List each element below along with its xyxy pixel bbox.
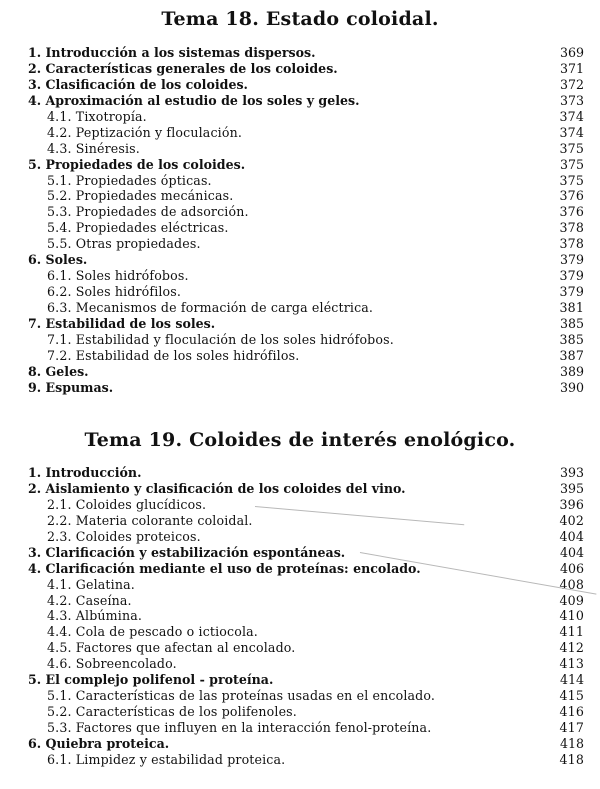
toc-entry-label: 7.2. Estabilidad de los soles hidrófilos. — [47, 347, 300, 363]
toc-subentry — [28, 125, 584, 141]
toc-subentry — [28, 640, 584, 656]
toc-entry-label: 4.1. Gelatina. — [47, 576, 135, 592]
toc-entry-label: 4. Clarificación mediante el uso de proteínas: encolado. — [28, 560, 421, 576]
toc-page-number: 378 — [559, 220, 584, 236]
toc-page-number: 409 — [559, 592, 584, 608]
toc-entry-label: 4.3. Albúmina. — [47, 608, 143, 624]
toc-page-number: 414 — [559, 672, 584, 688]
toc-subentry — [28, 300, 584, 316]
toc-entry-label: 5.4. Propiedades eléctricas. — [47, 220, 229, 236]
toc-page-number: 374 — [559, 108, 584, 124]
toc-page-number: 375 — [559, 156, 584, 172]
toc-entry-label: 7. Estabilidad de los soles. — [28, 315, 216, 331]
toc-page-number: 385 — [559, 315, 584, 331]
toc-page-number: 404 — [559, 528, 584, 544]
toc-entry-label: 2. Características generales de los coloides. — [28, 60, 338, 76]
toc-entry — [28, 77, 584, 93]
toc-entry-label: 8. Geles. — [28, 363, 89, 379]
toc-entry — [28, 672, 584, 688]
toc-page-number: 373 — [559, 92, 584, 108]
toc-entry — [28, 481, 584, 497]
toc-page-number: 376 — [559, 204, 584, 220]
toc-entry-label: 6.1. Limpidez y estabilidad proteica. — [47, 751, 286, 767]
toc-entry-label: 2.2. Materia colorante coloidal. — [47, 512, 253, 528]
toc-page-number: 404 — [559, 544, 584, 560]
toc-page-number: 385 — [559, 331, 584, 347]
toc-page-number: 381 — [559, 300, 584, 315]
toc-entry-label: 6. Quiebra proteica. — [28, 735, 170, 751]
toc-entry-label: 5.1. Propiedades ópticas. — [47, 172, 212, 188]
toc-subentry — [28, 220, 584, 236]
toc-page-number: 410 — [559, 608, 584, 624]
toc-entry-label: 2. Aislamiento y clasificación de los coloides del vino. — [28, 480, 406, 496]
toc-entry-label: 5. El complejo polifenol - proteína. — [28, 672, 274, 688]
toc-subentry — [28, 720, 584, 736]
toc-entry-label: 6.1. Soles hidrófobos. — [47, 268, 189, 284]
section-title-tema-18: Tema 18. Estado coloidal. — [161, 8, 439, 30]
toc-entry-label: 7.1. Estabilidad y floculación de los soles hidrófobos. — [47, 331, 394, 347]
toc-page-number: 408 — [559, 576, 584, 592]
toc-page-number: 372 — [559, 76, 584, 92]
toc-subentry — [28, 752, 584, 768]
toc-page-number: 415 — [559, 688, 584, 704]
toc-entry-label: 1. Introducción. — [28, 465, 142, 480]
toc-entry — [28, 465, 584, 481]
toc-entry-label: 2.3. Coloides proteicos. — [47, 528, 201, 544]
toc-entry-label: 4. Aproximación al estudio de los soles y geles. — [28, 92, 360, 108]
toc-entry-label: 4.1. Tixotropía. — [47, 108, 147, 124]
toc-entry-label: 5.2. Propiedades mecánicas. — [47, 188, 234, 204]
toc-page-number: 402 — [559, 512, 584, 528]
toc-page-number: 387 — [559, 347, 584, 363]
toc-entry-label: 5.1. Características de las proteínas usadas en el encolado. — [47, 688, 436, 704]
toc-subentry — [28, 704, 584, 720]
toc-entry-label: 4.6. Sobreencolado. — [47, 656, 177, 672]
toc-page-number: 413 — [559, 656, 584, 672]
toc-subentry — [28, 529, 584, 545]
toc-entry-label: 1. Introducción a los sistemas dispersos. — [28, 45, 316, 60]
toc-entry-label: 5.3. Propiedades de adsorción. — [47, 204, 249, 220]
toc-page-number: 406 — [559, 560, 584, 576]
toc-subentry — [28, 268, 584, 284]
toc-page-number: 389 — [559, 363, 584, 379]
toc-entry — [28, 157, 584, 173]
toc-page-number: 375 — [559, 172, 584, 188]
toc-page-number: 378 — [559, 236, 584, 252]
toc-entry — [28, 380, 584, 396]
section-title-tema-19: Tema 19. Coloides de interés enológico. — [84, 429, 516, 451]
toc-subentry — [28, 284, 584, 300]
toc-entry-label: 5.5. Otras propiedades. — [47, 236, 201, 252]
toc-page-number: 379 — [559, 268, 584, 284]
toc-entry — [28, 316, 584, 332]
toc-entry-label: 3. Clarificación y estabilización espontáneas. — [28, 544, 346, 560]
toc-entry — [28, 561, 584, 577]
toc-page-number: 371 — [559, 60, 584, 76]
toc-entry-label: 3. Clasificación de los coloides. — [28, 76, 248, 92]
toc-page-number: 418 — [559, 735, 584, 751]
toc-entry-label: 5. Propiedades de los coloides. — [28, 156, 246, 172]
toc-subentry — [28, 577, 584, 593]
toc-page-number: 417 — [559, 720, 584, 735]
toc-subentry — [28, 141, 584, 157]
toc-subentry — [28, 109, 584, 125]
toc-subentry — [28, 173, 584, 189]
toc-page-number: 375 — [559, 140, 584, 156]
toc-subentry — [28, 624, 584, 640]
toc-entry-label: 6.3. Mecanismos de formación de carga eléctrica. — [47, 300, 374, 315]
toc-subentry — [28, 593, 584, 609]
toc-entry — [28, 736, 584, 752]
toc-subentry — [28, 513, 584, 529]
toc-subentry — [28, 332, 584, 348]
toc-page-number: 376 — [559, 188, 584, 204]
toc-subentry — [28, 348, 584, 364]
toc-entry — [28, 93, 584, 109]
toc-page-number: 379 — [559, 284, 584, 300]
toc-entry-label: 9. Espumas. — [28, 379, 114, 395]
toc-subentry — [28, 204, 584, 220]
toc-page-number: 369 — [559, 45, 584, 60]
toc-entry-label: 4.4. Cola de pescado o ictiocola. — [47, 624, 258, 640]
toc-entry-label: 4.2. Caseína. — [47, 592, 132, 608]
toc-page-number: 390 — [559, 379, 584, 395]
toc-entry-label: 2.1. Coloides glucídicos. — [47, 496, 207, 512]
toc-subentry — [28, 688, 584, 704]
toc-entry — [28, 45, 584, 61]
toc-page-number: 393 — [559, 465, 584, 480]
toc-entry-label: 6.2. Soles hidrófilos. — [47, 284, 182, 300]
toc-page-number: 379 — [559, 252, 584, 268]
toc-subentry — [28, 236, 584, 252]
toc-list-tema-18 — [28, 45, 584, 396]
toc-page-number: 374 — [559, 124, 584, 140]
toc-page-number: 416 — [559, 704, 584, 720]
toc-subentry — [28, 188, 584, 204]
toc-page-number: 395 — [559, 480, 584, 496]
toc-entry — [28, 364, 584, 380]
toc-entry-label: 5.2. Características de los polifenoles. — [47, 704, 297, 720]
toc-entry — [28, 545, 584, 561]
toc-entry-label: 4.2. Peptización y floculación. — [47, 124, 242, 140]
toc-page-number: 418 — [559, 751, 584, 767]
toc-page-number: 411 — [559, 624, 584, 640]
toc-entry-label: 4.3. Sinéresis. — [47, 140, 140, 156]
toc-entry-label: 5.3. Factores que influyen en la interacción fenol-proteína. — [47, 720, 432, 735]
toc-subentry — [28, 656, 584, 672]
toc-page-number: 396 — [559, 496, 584, 512]
toc-entry-label: 4.5. Factores que afectan al encolado. — [47, 640, 296, 656]
toc-subentry — [28, 608, 584, 624]
toc-entry-label: 6. Soles. — [28, 252, 88, 268]
toc-page-number: 412 — [559, 640, 584, 656]
toc-entry — [28, 252, 584, 268]
toc-entry — [28, 61, 584, 77]
